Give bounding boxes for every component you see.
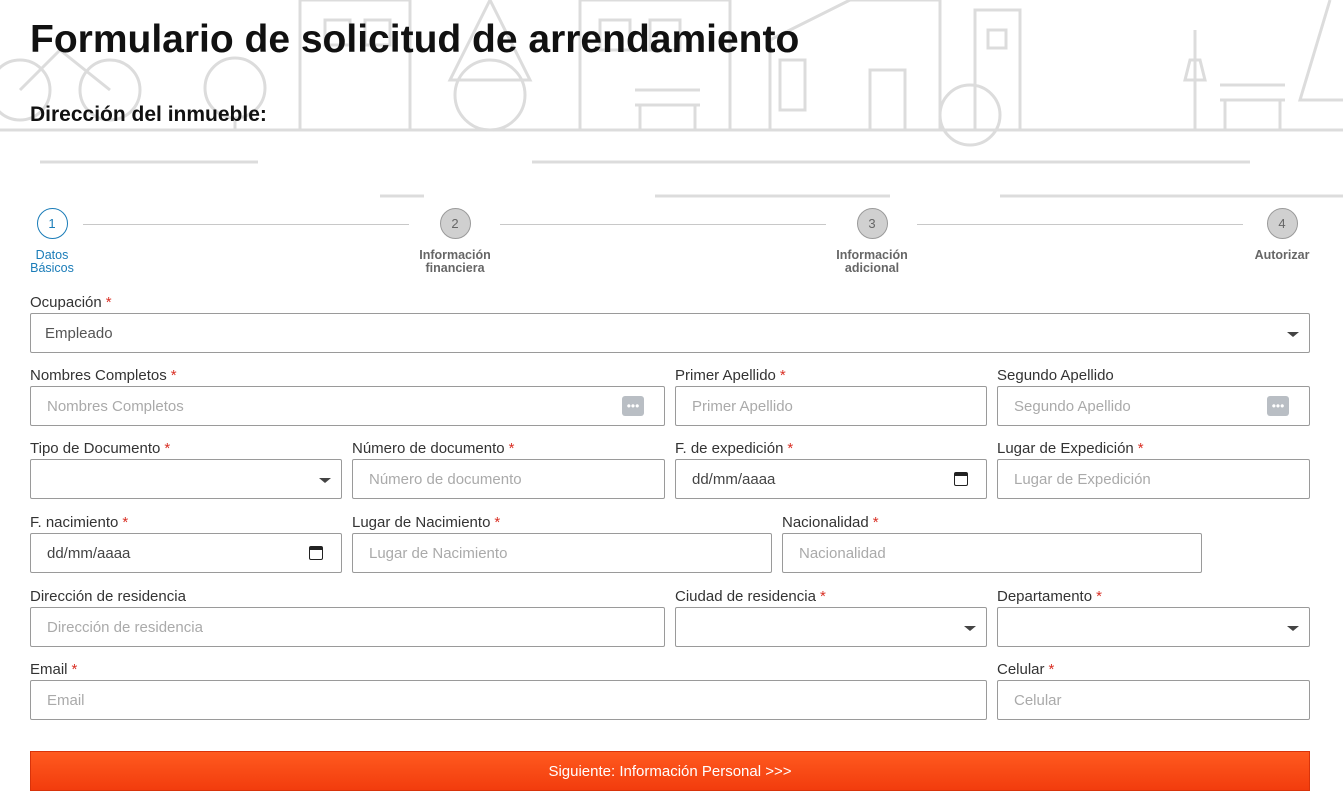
ciudad-select[interactable] — [675, 607, 987, 647]
calendar-icon[interactable] — [309, 546, 323, 560]
step-informacion-financiera[interactable] — [405, 205, 505, 275]
ocupacion-label: Ocupación * — [30, 294, 112, 311]
ocupacion-select[interactable]: Empleado — [30, 313, 1310, 353]
direccion-input[interactable]: Dirección de residencia — [30, 607, 665, 647]
numero-documento-label: Número de documento * — [352, 440, 515, 457]
form-stepper — [0, 205, 1343, 285]
password-manager-icon[interactable]: ••• — [1267, 396, 1289, 416]
next-step-button[interactable]: Siguiente: Información Personal >>> — [30, 751, 1310, 791]
tipo-documento-select[interactable] — [30, 459, 342, 499]
fecha-expedicion-label: F. de expedición * — [675, 440, 794, 457]
lugar-nacimiento-input[interactable]: Lugar de Nacimiento — [352, 533, 772, 573]
step-informacion-adicional[interactable] — [822, 205, 922, 275]
page-title: Formulario de solicitud de arrendamiento — [30, 18, 800, 61]
nombres-field — [30, 366, 665, 426]
fecha-nacimiento-field — [30, 513, 342, 573]
tipo-documento-field — [30, 439, 342, 499]
nacionalidad-input[interactable]: Nacionalidad — [782, 533, 1202, 573]
lugar-nacimiento-field — [352, 513, 772, 573]
celular-label: Celular * — [997, 661, 1055, 678]
lugar-expedicion-field — [997, 439, 1310, 499]
celular-input[interactable]: Celular — [997, 680, 1310, 720]
fecha-nacimiento-label: F. nacimiento * — [30, 514, 129, 531]
chevron-down-icon — [1287, 332, 1299, 337]
segundo-apellido-input[interactable]: Segundo Apellido ••• — [997, 386, 1310, 426]
primer-apellido-input[interactable]: Primer Apellido — [675, 386, 987, 426]
segundo-apellido-field — [997, 366, 1310, 426]
step-connector — [500, 224, 826, 225]
numero-documento-input[interactable]: Número de documento — [352, 459, 665, 499]
primer-apellido-label: Primer Apellido * — [675, 367, 786, 384]
departamento-label: Departamento * — [997, 588, 1102, 605]
nombres-label: Nombres Completos * — [30, 367, 177, 384]
step-connector — [83, 224, 409, 225]
nacionalidad-label: Nacionalidad * — [782, 514, 879, 531]
step-label: Información adicional — [836, 248, 908, 275]
email-field — [30, 660, 987, 720]
step-number: 2 — [440, 208, 471, 239]
step-connector — [917, 224, 1243, 225]
direccion-label: Dirección de residencia — [30, 588, 186, 605]
celular-field — [997, 660, 1310, 720]
departamento-field — [997, 587, 1310, 647]
fecha-expedicion-input[interactable]: dd/mm/aaaa — [675, 459, 987, 499]
lugar-expedicion-label: Lugar de Expedición * — [997, 440, 1144, 457]
numero-documento-field — [352, 439, 665, 499]
step-autorizar[interactable] — [1232, 205, 1332, 262]
fecha-nacimiento-input[interactable]: dd/mm/aaaa — [30, 533, 342, 573]
step-label: Datos Básicos — [30, 248, 74, 275]
password-manager-icon[interactable]: ••• — [622, 396, 644, 416]
direccion-field — [30, 587, 665, 647]
step-label: Autorizar — [1254, 248, 1310, 262]
nacionalidad-field — [782, 513, 1202, 573]
email-input[interactable]: Email — [30, 680, 987, 720]
chevron-down-icon — [319, 478, 331, 483]
property-address-label: Dirección del inmueble: — [30, 103, 267, 126]
step-label: Información financiera — [419, 248, 491, 275]
lugar-nacimiento-label: Lugar de Nacimiento * — [352, 514, 501, 531]
lugar-expedicion-input[interactable]: Lugar de Expedición — [997, 459, 1310, 499]
tipo-documento-label: Tipo de Documento * — [30, 440, 171, 457]
chevron-down-icon — [964, 626, 976, 631]
step-number: 1 — [37, 208, 68, 239]
departamento-select[interactable] — [997, 607, 1310, 647]
chevron-down-icon — [1287, 626, 1299, 631]
calendar-icon[interactable] — [954, 472, 968, 486]
step-number: 4 — [1267, 208, 1298, 239]
ocupacion-field — [30, 293, 1310, 353]
fecha-expedicion-field — [675, 439, 987, 499]
ciudad-label: Ciudad de residencia * — [675, 588, 826, 605]
ciudad-field — [675, 587, 987, 647]
step-datos-basicos[interactable] — [2, 205, 102, 275]
segundo-apellido-label: Segundo Apellido — [997, 367, 1114, 384]
primer-apellido-field — [675, 366, 987, 426]
nombres-input[interactable]: Nombres Completos ••• — [30, 386, 665, 426]
step-number: 3 — [857, 208, 888, 239]
email-label: Email * — [30, 661, 78, 678]
